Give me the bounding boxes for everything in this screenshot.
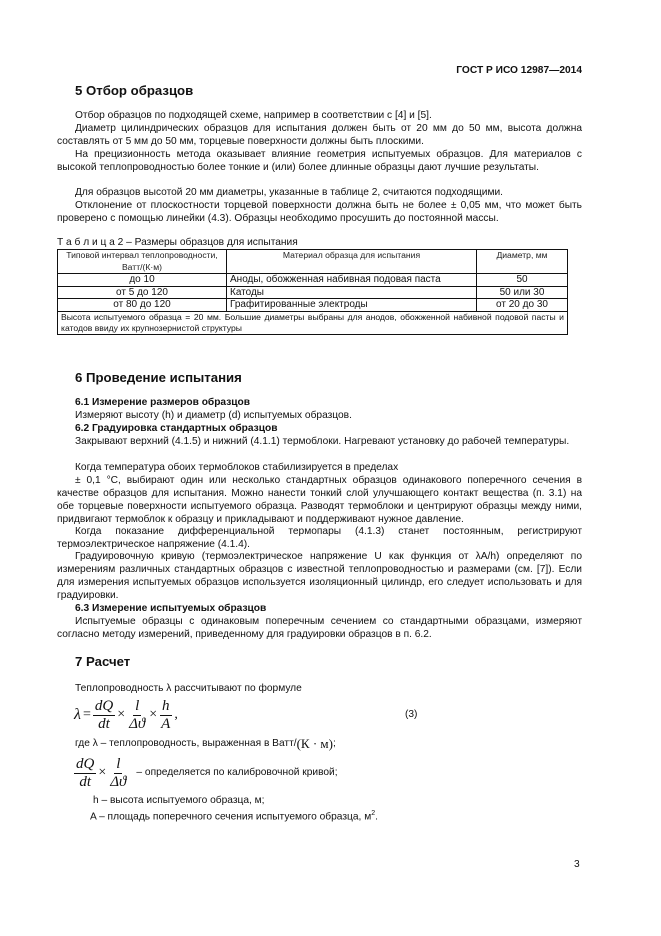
section-7-title: 7 Расчет [75, 654, 131, 669]
table-row [58, 274, 568, 287]
definition-a-text: A – площадь поперечного сечения испытуемого образца, м [90, 811, 372, 823]
cell-interval: до 10 [58, 274, 227, 287]
s61-paragraph: Измеряют высоту (h) и диаметр (d) испытуемых образцов. [75, 410, 352, 421]
table-caption: Т а б л и ц а 2 – Размеры образцов для испытания [57, 237, 298, 248]
fraction-denominator: dt [98, 715, 110, 732]
subsection-6-3-title: 6.3 Измерение испытуемых образцов [75, 603, 267, 614]
table-note: Высота испытуемого образца = 20 мм. Большие диаметры выбраны для анодов, обожженной набивной подовой пасты и катодов ввиду их крупнозернистой структуры [58, 311, 568, 334]
table-row [58, 299, 568, 312]
fraction-numerator: h [162, 697, 170, 714]
formula-dq-part [74, 753, 338, 793]
s5-paragraph-3: На прецизионность метода оказывает влияние геометрия испытуемых образцов. Для материалов с высокой теплопроводностью более тонкие и (или) более длинные образцы дают лучшие результаты. [57, 149, 582, 173]
s62-paragraph-1: Закрывают верхний (4.1.5) и нижний (4.1.1) термоблоки. Нагревают установку до рабочей температуры. [75, 436, 570, 447]
s5-paragraph-1: Отбор образцов по подходящей схеме, например в соответствии с [4] и [5]. [75, 110, 432, 121]
fraction-numerator: l [116, 755, 121, 772]
formula-times: × [98, 765, 107, 780]
fraction-denominator: dt [79, 773, 91, 790]
page-number: 3 [574, 859, 580, 870]
cell-material: Аноды, обожженная набивная подовая паста [227, 274, 477, 287]
definition-dq: – определяется по калибровочной кривой; [136, 766, 338, 778]
equation-number: (3) [405, 709, 418, 720]
unit-k-m: (К · м) [296, 736, 333, 751]
table-note-row [58, 311, 568, 334]
cell-interval: от 80 до 120 [58, 299, 227, 312]
s5-paragraph-5: Отклонение от плоскостности торцевой поверхности должна быть не более ± 0,05 мм, что может быть проверено с помощью линейки (4.3). Образцы необходимо просушить до постоянной массы. [57, 200, 582, 224]
subsection-6-2-title: 6.2 Градуировка стандартных образцов [75, 423, 278, 434]
fraction-denominator: A [161, 715, 171, 732]
header-cell-conductivity: Типовой интервал теплопроводности, Ватт/(К·м) [58, 250, 227, 274]
cell-interval: от 5 до 120 [58, 286, 227, 299]
cell-material: Графитированные электроды [227, 299, 477, 312]
definition-a [90, 808, 378, 824]
where-line [75, 738, 336, 751]
fraction-l-dtheta [108, 756, 128, 791]
cell-diameter: от 20 до 30 [477, 299, 568, 312]
s62-paragraph-5: Градуировочную кривую (термоэлектрическое напряжение U как функция от λA/h) определяют по измерениям различных стандартных образцов с известной теплопроводностью и размерами (см. [7]). Если для измерения испытуемых образцов используется изоляционный цилиндр, его следует использовать и для градуировки. [57, 551, 582, 601]
formula-times: × [149, 707, 158, 722]
superscript: 2 [371, 810, 376, 817]
where-end: ; [332, 738, 336, 749]
s63-paragraph: Испытуемые образцы с одинаковым поперечным сечением со стандартными образцами, измеряют согласно методу измерений, приведенному для градуировки образцов в п. 6.2. [57, 616, 582, 640]
document-code: ГОСТ Р ИСО 12987—2014 [456, 65, 582, 76]
sample-size-table [57, 249, 568, 335]
formula-lhs: λ [74, 706, 81, 723]
header-cell-material: Материал образца для испытания [227, 250, 477, 274]
fraction-denominator: Δϑ [129, 715, 146, 732]
s5-paragraph-4: Для образцов высотой 20 мм диаметры, указанные в таблице 2, считаются подходящими. [75, 187, 504, 198]
cell-material: Катоды [227, 286, 477, 299]
table-row [58, 286, 568, 299]
header-cell-diameter: Диаметр, мм [477, 250, 568, 274]
definition-h: h – высота испытуемого образца, м; [93, 795, 265, 806]
fraction-dq-dt [74, 756, 96, 791]
fraction-numerator: dQ [76, 755, 95, 772]
formula-equals: = [82, 707, 91, 722]
definition-a-end: . [375, 811, 378, 823]
where-text: где λ – теплопроводность, выраженная в Ватт/ [75, 738, 297, 749]
fraction-numerator: l [135, 697, 140, 714]
cell-diameter: 50 или 30 [477, 286, 568, 299]
table-header-row [58, 250, 568, 274]
fraction-h-a [159, 698, 172, 733]
s62-paragraph-4: Когда показание дифференциальной термопары (4.1.3) станет постоянным, регистрируют термоэлектрическое напряжение (4.1.4). [57, 526, 582, 550]
fraction-l-dtheta [127, 698, 147, 733]
formula-3 [74, 694, 180, 736]
s7-intro: Теплопроводность λ рассчитывают по формуле [75, 683, 302, 694]
subsection-6-1-title: 6.1 Измерение размеров образцов [75, 397, 251, 408]
cell-diameter: 50 [477, 274, 568, 287]
formula-times: × [117, 707, 126, 722]
s62-paragraph-3: ± 0,1 °С, выбирают один или несколько стандартных образцов одинакового поперечного сечения в качестве образцов для испытания. Можно нанести тонкий слой улучшающего контакт вещества (п. 3.1) на обе торцевые поверхности испытуемого образца. Разводят термоблоки и центрируют образцы между ними, придвигают термоблок к образцу и прикладывают и поддерживают нужное давление. [57, 475, 582, 525]
section-5-title: 5 Отбор образцов [75, 83, 194, 98]
formula-comma: , [174, 707, 178, 722]
fraction-denominator: Δϑ [110, 773, 127, 790]
section-6-title: 6 Проведение испытания [75, 370, 242, 385]
fraction-numerator: dQ [94, 697, 114, 714]
s62-paragraph-2: Когда температура обоих термоблоков стабилизируется в пределах [75, 462, 399, 473]
s5-paragraph-2: Диаметр цилиндрических образцов для испытания должен быть от 20 мм до 50 мм, высота должна составлять от 5 мм до 50 мм, торцевые поверхности должны быть плоскими. [57, 123, 582, 147]
fraction-dq-dt [93, 698, 115, 733]
